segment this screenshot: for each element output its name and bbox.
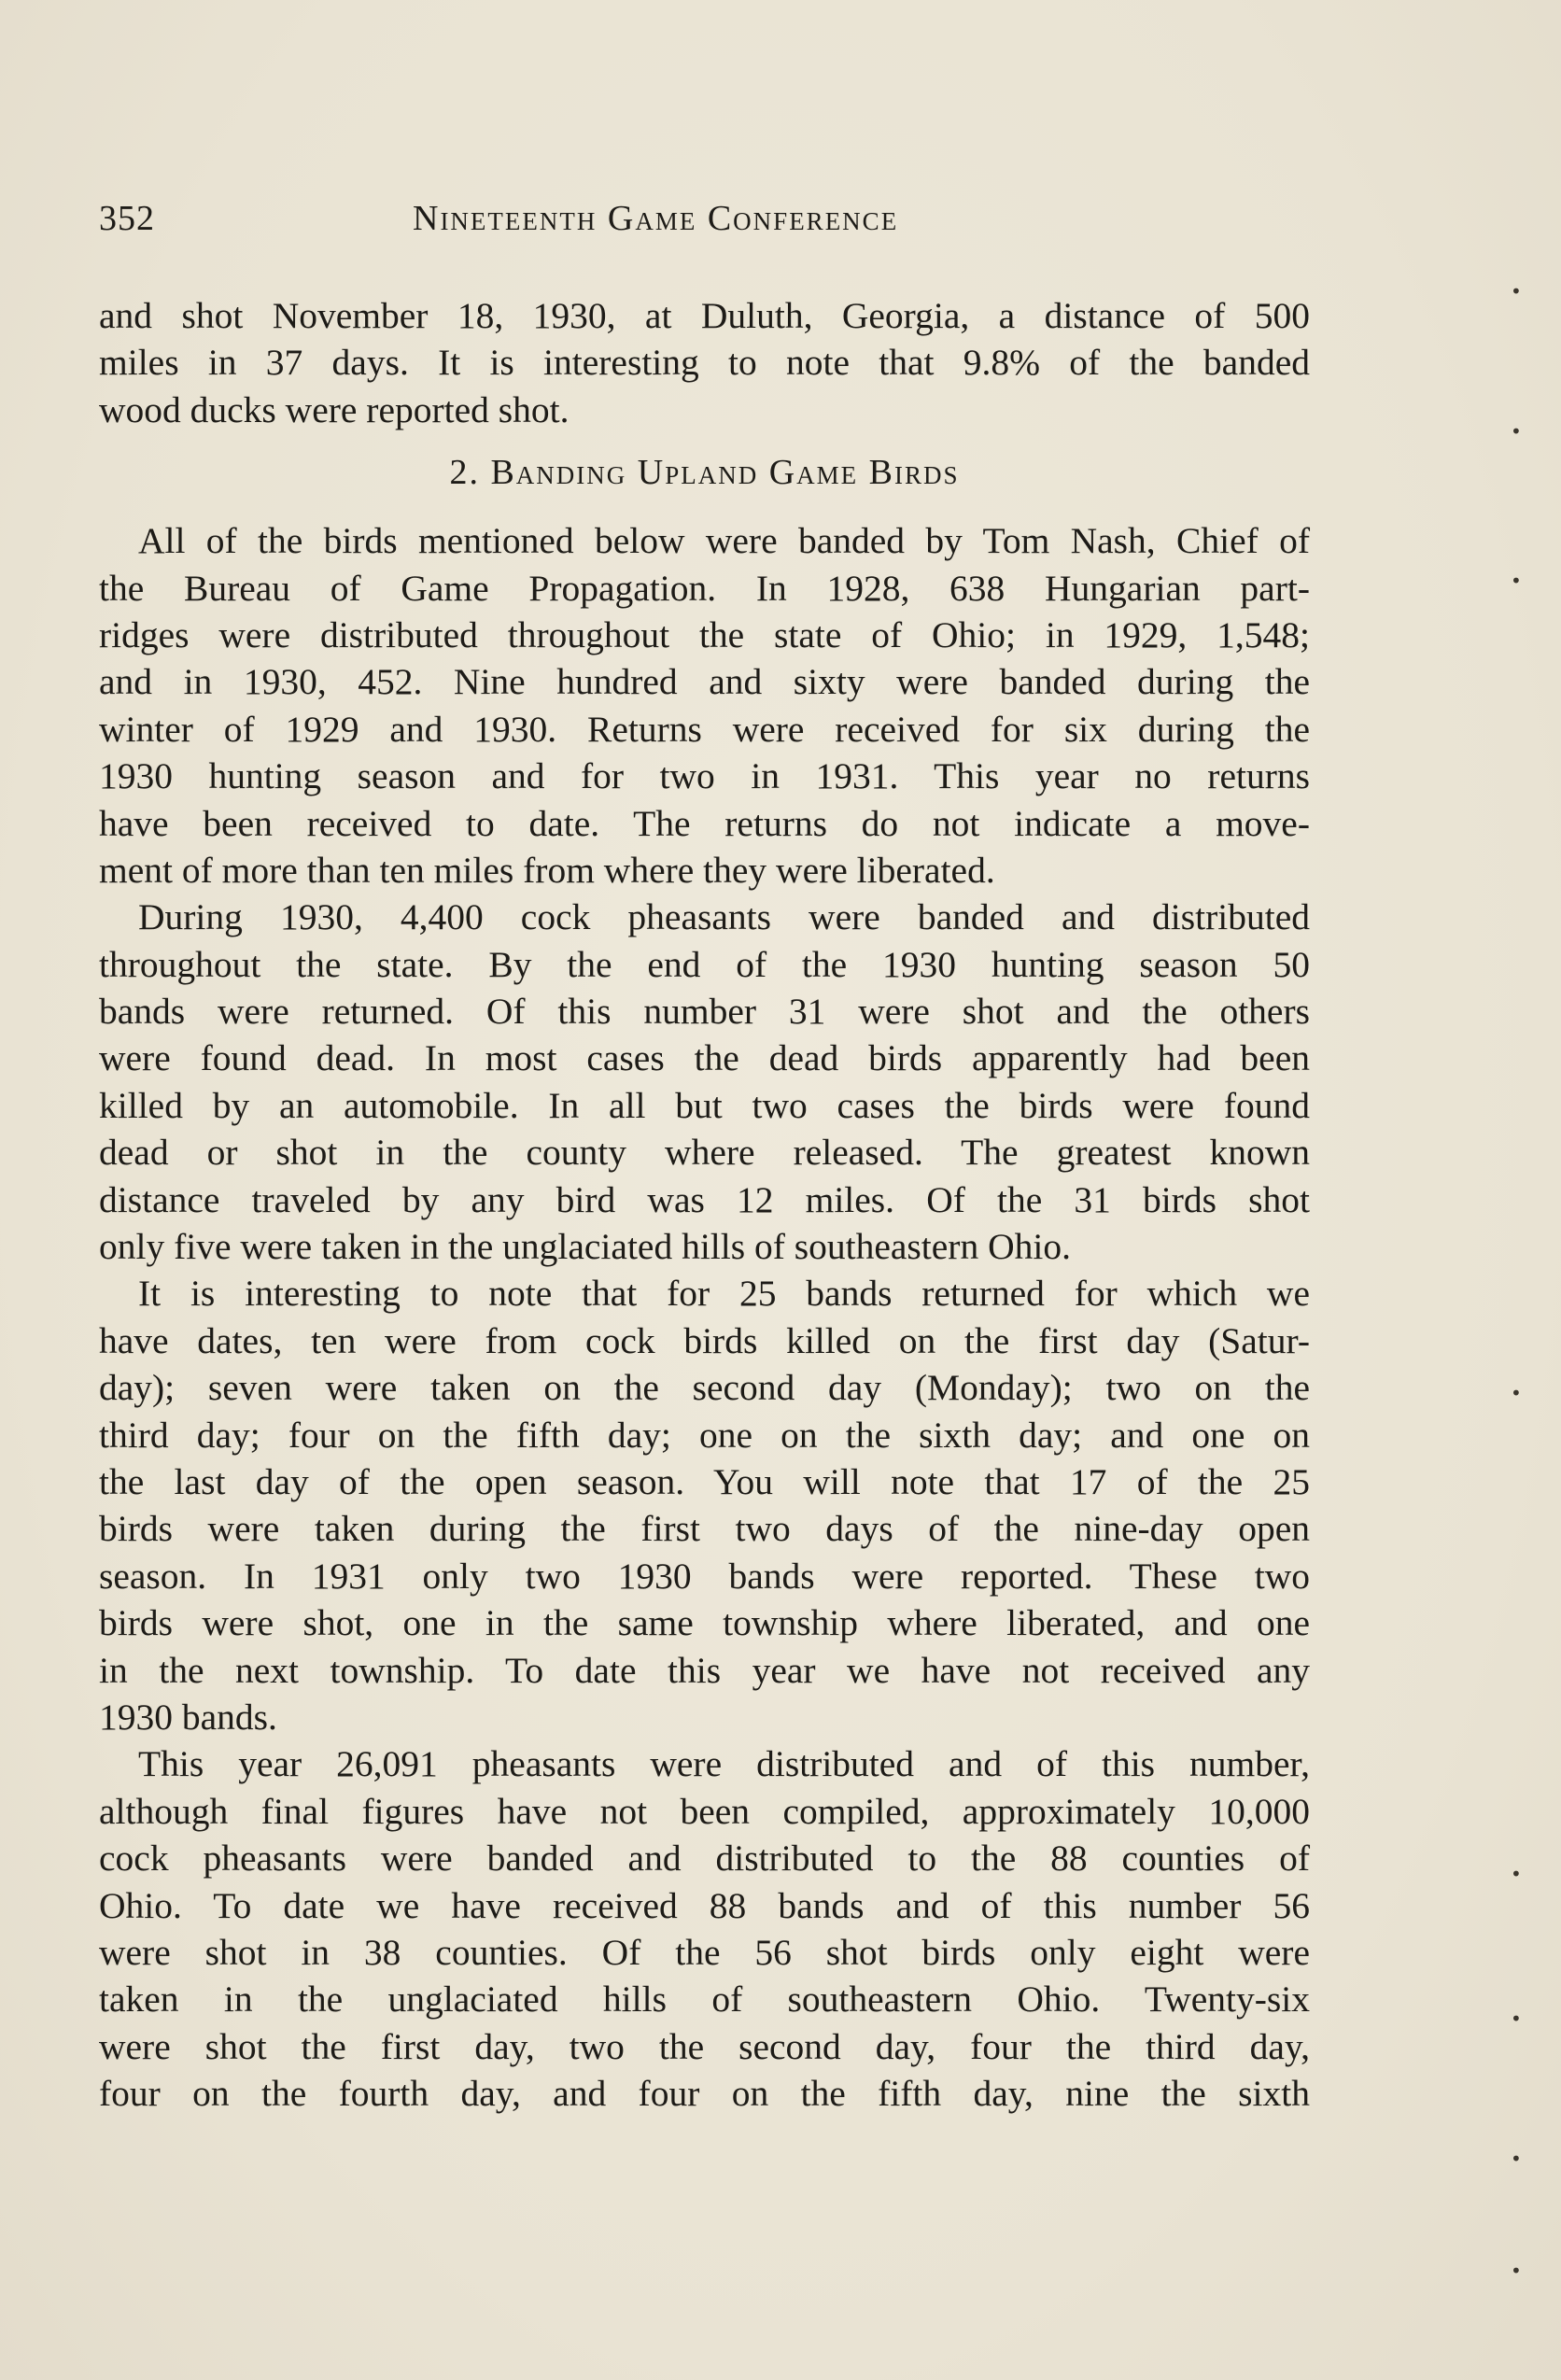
text-line: were shot in 38 counties. Of the 56 shot birds only eight were xyxy=(99,1931,1310,1973)
text-line: winter of 1929 and 1930. Returns were received for six during the xyxy=(99,708,1310,750)
text-line: 1930 bands. xyxy=(99,1696,277,1738)
text-line: the Bureau of Game Propagation. In 1928, 638 Hungarian part- xyxy=(99,567,1310,609)
text-line: ridges were distributed throughout the state of Ohio; in 1929, 1,548; xyxy=(99,613,1310,655)
text-line: ment of more than ten miles from where they were liberated. xyxy=(99,849,995,891)
body-text xyxy=(99,292,1310,2117)
text-line: have dates, ten were from cock birds killed on the first day (Satur- xyxy=(99,1319,1310,1361)
text-line: birds were shot, one in the same township where liberated, and one xyxy=(99,1602,1310,1644)
continued-paragraph xyxy=(99,292,1310,433)
paragraph xyxy=(99,517,1310,894)
text-line: bands were returned. Of this number 31 were shot and the others xyxy=(99,991,1310,1033)
text-line: were found dead. In most cases the dead birds apparently had been xyxy=(99,1037,1310,1079)
text-line: wood ducks were reported shot. xyxy=(99,388,570,430)
scan-speck: • xyxy=(1511,1863,1522,1885)
text-line: killed by an automobile. In all but two cases the birds were found xyxy=(99,1084,1310,1126)
text-line: have been received to date. The returns do not indicate a move- xyxy=(99,802,1310,844)
scan-speck: • xyxy=(1511,420,1522,443)
text-line: All of the birds mentioned below were banded by Tom Nash, Chief of xyxy=(138,520,1310,562)
scan-speck: • xyxy=(1511,2260,1522,2282)
text-line: although final figures have not been compiled, approximately 10,000 xyxy=(99,1790,1310,1832)
text-line: dead or shot in the county where released. The greatest known xyxy=(99,1132,1310,1174)
running-title: Nineteenth Game Conference xyxy=(413,199,899,238)
text-line: and in 1930, 452. Nine hundred and sixty were banded during the xyxy=(99,661,1310,703)
scan-speck: • xyxy=(1511,2007,1522,2030)
text-line: day); seven were taken on the second day (Monday); two on the xyxy=(99,1367,1310,1409)
text-line: It is interesting to note that for 25 bands returned for which we xyxy=(138,1273,1310,1315)
text-line: the last day of the open season. You will note that 17 of the 25 xyxy=(99,1460,1310,1502)
paragraph xyxy=(99,1270,1310,1740)
scan-speck: • xyxy=(1511,570,1522,592)
scan-speck: • xyxy=(1511,280,1522,303)
paragraph xyxy=(99,894,1310,1270)
paragraph xyxy=(99,1740,1310,2117)
section-title: Banding Upland Game Birds xyxy=(490,453,960,493)
text-line: third day; four on the fifth day; one on the sixth day; and one on xyxy=(99,1414,1310,1456)
text-line: throughout the state. By the end of the 1930 hunting season 50 xyxy=(99,943,1310,985)
text-line: birds were taken during the first two days of the nine-day open xyxy=(99,1508,1310,1550)
text-line: miles in 37 days. It is interesting to note that 9.8% of the banded xyxy=(99,342,1310,384)
text-line: and shot November 18, 1930, at Duluth, Georgia, a distance of 500 xyxy=(99,295,1310,336)
text-line: This year 26,091 pheasants were distributed and of this number, xyxy=(138,1743,1310,1785)
text-line: were shot the first day, two the second day, four the third day, xyxy=(99,2025,1310,2067)
text-line: distance traveled by any bird was 12 miles. Of the 31 birds shot xyxy=(99,1178,1310,1220)
scan-speck: • xyxy=(1511,1382,1522,1404)
text-line: cock pheasants were banded and distributed to the 88 counties of xyxy=(99,1838,1310,1880)
page-header xyxy=(99,198,1313,250)
text-line: taken in the unglaciated hills of southeastern Ohio. Twenty-six xyxy=(99,1979,1310,2021)
text-line: in the next township. To date this year we have not received any xyxy=(99,1649,1310,1691)
section-number: 2. xyxy=(449,453,480,493)
text-line: 1930 hunting season and for two in 1931. This year no returns xyxy=(99,755,1310,797)
text-line: Ohio. To date we have received 88 bands and of this number 56 xyxy=(99,1884,1310,1926)
scan-speck: • xyxy=(1511,2148,1522,2170)
text-line: only five were taken in the unglaciated hills of southeastern Ohio. xyxy=(99,1226,1071,1268)
page-number: 352 xyxy=(99,199,155,238)
text-line: season. In 1931 only two 1930 bands were reported. These two xyxy=(99,1555,1310,1597)
text-line: During 1930, 4,400 cock pheasants were banded and distributed xyxy=(138,896,1310,938)
section-heading xyxy=(99,443,1310,502)
text-line: four on the fourth day, and four on the fifth day, nine the sixth xyxy=(99,2073,1310,2115)
